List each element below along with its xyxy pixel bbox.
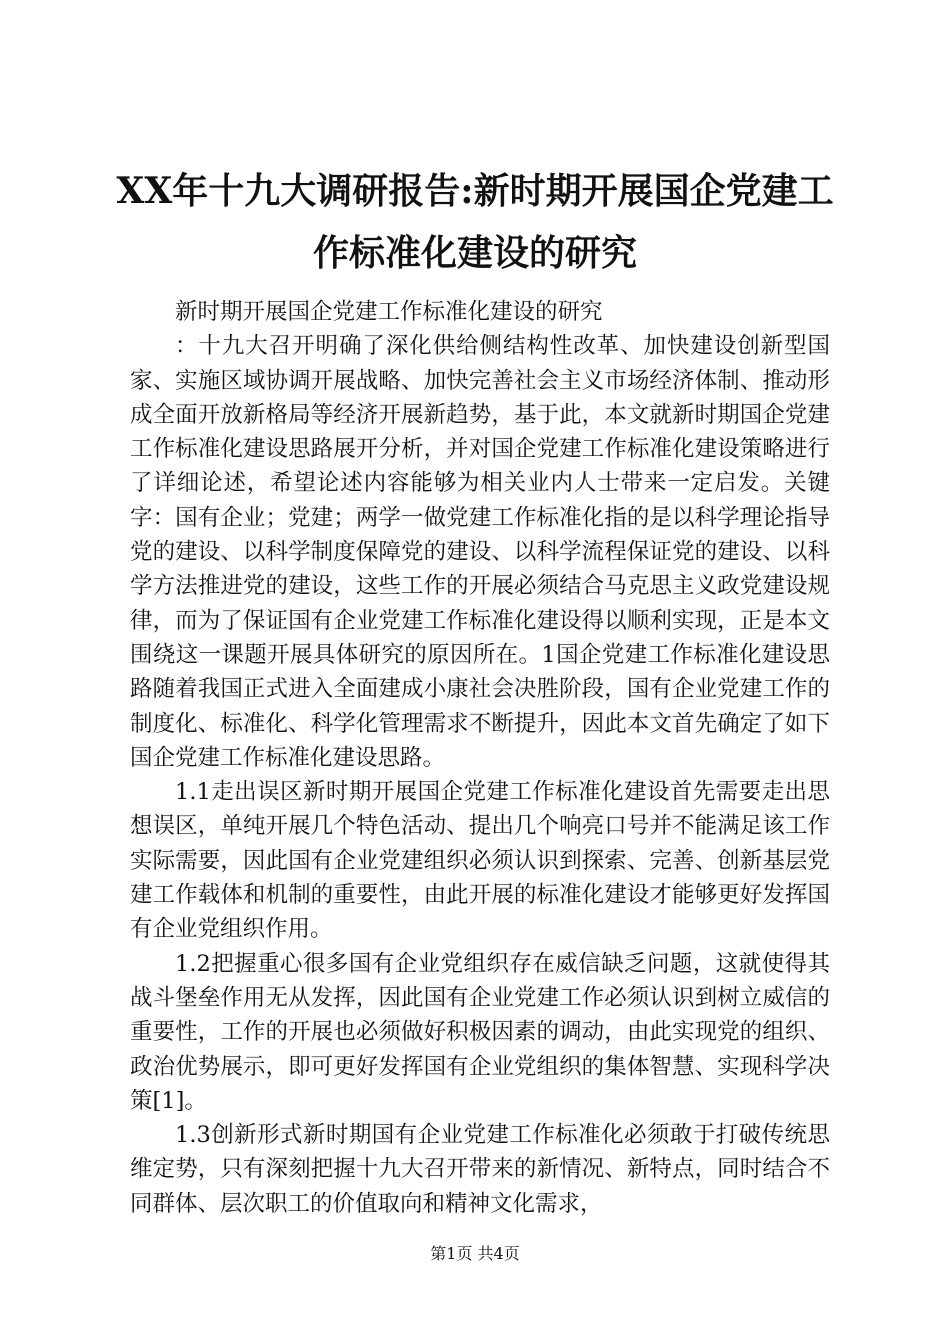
document-title bbox=[110, 160, 840, 284]
paragraph-subtitle: 新时期开展国企党建工作标准化建设的研究 bbox=[175, 299, 603, 325]
title-line-2: 作标准化建设的研究 bbox=[312, 232, 637, 274]
paragraph-abstract: ：十九大召开明确了深化供给侧结构性改革、加快建设创新型国家、实施区域协调开展战略、加快完善社会主义市场经济体制、推动形成全面开放新格局等经济开展新趋势，基于此，本文就新时期国企党建工作标准化建设思路展开分析，并对国企党建工作标准化建设策略进行了详细论述，希望论述内容能够为相关业内人士带来一定启发。关键字：国有企业；党建；两学一做党建工作标准化指的是以科学理论指导党的建设、以科学制度保障党的建设、以科学流程保证党的建设、以科学方法推进党的建设，这些工作的开展必须结合马克思主义政党建设规律，而为了保证国有企业党建工作标准化建设得以顺利实现，正是本文围绕这一课题开展具体研究的原因所在。1国企党建工作标准化建设思路随着我国正式进入全面建成小康社会决胜阶段，国有企业党建工作的制度化、标准化、科学化管理需求不断提升，因此本文首先确定了如下国企党建工作标准化建设思路。 bbox=[130, 333, 830, 771]
title-line-1: XX年十九大调研报告:新时期开展国企党建工 bbox=[116, 170, 834, 212]
paragraph-section-1-2: 1.2把握重心很多国有企业党组织存在威信缺乏问题，这就使得其战斗堡垒作用无从发挥，因此国有企业党建工作必须认识到树立威信的重要性，工作的开展也必须做好积极因素的调动，由此实现党的组织、政治优势展示，即可更好发挥国有企业党组织的集体智慧、实现科学决策[1]。 bbox=[130, 950, 830, 1114]
paragraph-section-1-1: 1.1走出误区新时期开展国企党建工作标准化建设首先需要走出思想误区，单纯开展几个特色活动、提出几个响亮口号并不能满足该工作实际需要，因此国有企业党建组织必须认识到探索、完善、创新基层党建工作载体和机制的重要性，由此开展的标准化建设才能够更好发挥国有企业党组织作用。 bbox=[130, 779, 830, 943]
paragraph-section-1-3: 1.3创新形式新时期国有企业党建工作标准化必须敢于打破传统思维定势，只有深刻把握十九大召开带来的新情况、新特点，同时结合不同群体、层次职工的价值取向和精神文化需求， bbox=[130, 1122, 830, 1217]
page-footer: 第1页 共4页 bbox=[430, 1244, 520, 1263]
document-body bbox=[130, 295, 830, 1221]
